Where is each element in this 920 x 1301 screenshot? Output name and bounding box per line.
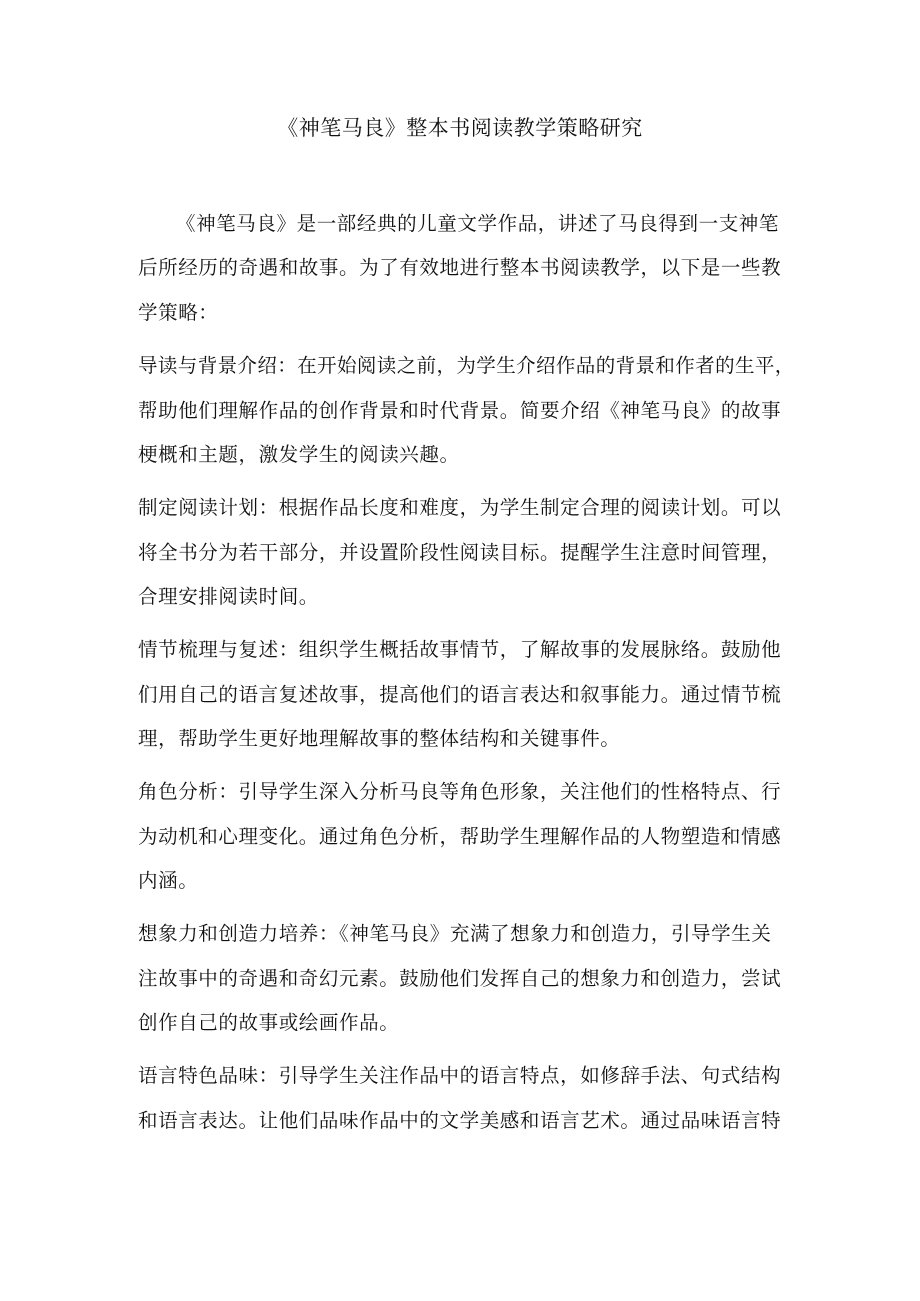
paragraph-line: 想象力和创造力培养：《神笔马良》充满了想象力和创造力，引导学生关: [138, 922, 772, 945]
paragraph-line: 角色分析：引导学生深入分析马良等角色形象，关注他们的性格特点、行: [138, 780, 782, 803]
paragraph-line: 学策略：: [138, 301, 219, 324]
paragraph-line: 帮助他们理解作品的创作背景和时代背景。简要介绍《神笔马良》的故事: [138, 399, 782, 422]
paragraph-line: 后所经历的奇遇和故事。为了有效地进行整本书阅读教学，以下是一些教: [138, 256, 782, 279]
paragraph-line: 将全书分为若干部分，并设置阶段性阅读目标。提醒学生注意时间管理，: [138, 541, 782, 564]
paragraph-line: 为动机和心理变化。通过角色分析，帮助学生理解作品的人物塑造和情感: [138, 825, 782, 848]
paragraph-line: 和语言表达。让他们品味作品中的文学美感和语言艺术。通过品味语言特: [138, 1109, 782, 1132]
paragraph-line: 梗概和主题，激发学生的阅读兴趣。: [138, 443, 460, 466]
paragraph-line: 理，帮助学生更好地理解故事的整体结构和关键事件。: [138, 727, 621, 750]
paragraph-line: 注故事中的奇遇和奇幻元素。鼓励他们发挥自己的想象力和创造力，尝试: [138, 967, 782, 990]
paragraph-line: 语言特色品味：引导学生关注作品中的语言特点，如修辞手法、句式结构: [138, 1064, 782, 1087]
paragraph-line: 内涵。: [138, 869, 199, 892]
document-title: 《神笔马良》整本书阅读教学策略研究: [277, 116, 643, 140]
paragraph-line: 制定阅读计划：根据作品长度和难度，为学生制定合理的阅读计划。可以: [138, 496, 782, 519]
paragraph-line: 们用自己的语言复述故事，提高他们的语言表达和叙事能力。通过情节梳: [138, 683, 782, 706]
paragraph-line: 合理安排阅读时间。: [138, 585, 319, 608]
paragraph-line: 《神笔马良》是一部经典的儿童文学作品，讲述了马良得到一支神笔: [176, 212, 780, 235]
paragraph-line: 导读与背景介绍：在开始阅读之前，为学生介绍作品的背景和作者的生平，: [138, 354, 795, 377]
paragraph-line: 情节梳理与复述：组织学生概括故事情节，了解故事的发展脉络。鼓励他: [138, 638, 782, 661]
paragraph-line: 创作自己的故事或绘画作品。: [138, 1011, 400, 1034]
